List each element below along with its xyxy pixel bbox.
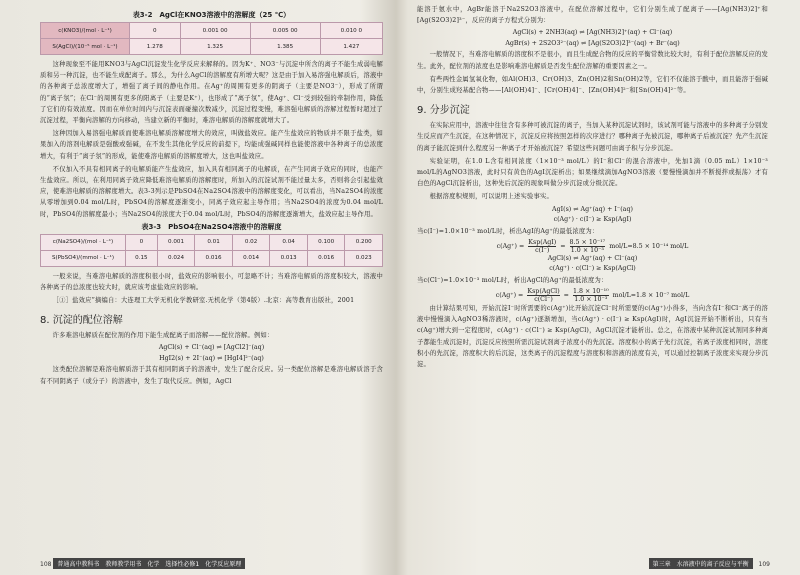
table-row [41,234,383,250]
paragraph: 由计算结果可知，开始沉淀I⁻时所需要的c(Ag⁺)比开始沉淀Cl⁻时所需要的c(Ag⁺)小得多，当向含有I⁻和Cl⁻离子的溶液中慢慢滴入AgNO3稀溶液时，c(Ag⁺)逐渐增加，当c(Ag⁺) · c(I⁻) ≥ Ksp(AgI)时，AgI沉淀开始不断析出，只有当c(Ag⁺)增大到一定程度时，c(Ag⁺) · c(Cl⁻) ≥ Ksp(AgCl)，AgCl沉淀才能析出。总之，在溶液中某种沉淀试剂同多种离子都能生成沉淀时，沉淀反应按照所需沉淀试剂离子浓度小的先沉淀。溶度积小的离子先行沉淀，若离子浓度相同时，溶度积小的先沉淀，溶度积大的后沉淀，这类离子的沉淀程度与溶度积和溶液的浓度有关，可以通过控制离子浓度来实现分步沉淀。 [417,305,768,369]
paragraph: 有些两性金属氢氧化物，如Al(OH)3、Cr(OH)3、Zn(OH)2和Sn(OH)2等，它们不仅能溶于酸中，而且能溶于强碱中，分别生成羟基配合物——[Al(OH)4]⁻、[Cr(OH)4]⁻、[Zn(OH)4]²⁻和[Sn(OH)4]²⁻等。 [417,75,768,95]
table-cell: 0.010 0 [320,23,382,39]
book-title: 普通高中教科书 教师教学用书 化学 选择性必修1 化学反应原理 [53,558,245,569]
equation: HgI2(s) + 2I⁻(aq) ⇌ [HgI4]²⁻(aq) [159,354,264,362]
numerator: Ksp(AgI) [528,238,557,246]
numerator: 8.5 × 10⁻¹⁷ [569,238,606,246]
table-row-label: c(Na2SO4)/(mol · L⁻¹) [41,234,126,250]
citation: ［①］盐效应”摘编自：大连理工大学无机化学教研室.无机化学（第4版）.北京：高等教育出版社，2001 [52,297,355,305]
table-row-label: S(PbSO4)/(mmol · L⁻¹) [41,250,126,266]
equation-result: mol/L=1.8 × 10⁻⁷ mol/L [612,292,690,300]
table-cell: 1.427 [320,39,382,55]
table-row-label: c(KNO3)/(mol · L⁻¹) [41,23,130,39]
table-cell: 0.024 [157,250,195,266]
equation: AgCl(s) + Cl⁻(aq) ⇌ [AgCl2]⁻(aq) [158,344,265,352]
table-cell: 0.001 [157,234,195,250]
fraction [570,239,606,254]
table-cell: 0.005 00 [250,23,320,39]
table-cell: 0 [130,23,181,39]
table-cell: 0.01 [195,234,233,250]
table-cell: 1.278 [130,39,181,55]
denominator: c(Cl⁻) [534,296,553,304]
table-cell: 0.15 [126,250,158,266]
section-title: 8. 沉淀的配位溶解 [40,315,123,327]
table-cell: 0.016 [307,250,345,266]
page-number: 109 [758,561,770,568]
paragraph: 能溶于氨水中，AgBr能溶于Na2S2O3溶液中，在配位溶解过程中，它们分别生成了配离子——[Ag(NH3)2]⁺和[Ag(S2O3)2]³⁻，反应的离子方程式分别为： [417,6,768,25]
agcl-solubility-table [40,22,383,55]
table-cell: 1.325 [180,39,250,55]
denominator: c(I⁻) [535,246,550,254]
right-page [403,0,800,575]
table-cell: 0.100 [307,234,345,250]
fraction [527,288,559,303]
fraction-equation [417,239,768,254]
section-title: 9. 分步沉淀 [417,105,470,117]
table-caption: 表3-3 PbSO4在Na2SO4溶液中的溶解度 [141,222,282,231]
table-cell: 0.023 [345,250,383,266]
chapter-title: 第三章 水溶液中的离子反应与平衡 [649,558,753,569]
paragraph: 一般情况下，当难溶电解质的溶度积不是很小，而且生成配合物的反应的平衡常数比较大时，有利于配位溶解反应的发生。此外，配位剂的浓度也是影响难溶电解质是否发生配位溶解的重要因素之一。 [417,51,768,70]
paragraph: 当c(I⁻)=1.0×10⁻³ mol/L时，析出AgI的Ag⁺的最低浓度为： [417,227,599,235]
paragraph: 这种现象至不能用KNO3与AgCl沉淀发生化学反应来解释的。因为K⁺、NO3⁻与沉淀中所含的离子不能生成弱电解质和另一种沉淀，也不能生成配离子。那么，为什么AgCl的溶解度有所增大呢？这是由于加入易溶强电解质后，溶液中的各种离子总浓度增大了，增强了离子间的静电作用。在Ag⁺的周围有更多的阴离子（主要是NO3⁻），形成了所谓的“离子氛”；在Cl⁻的周围有更多的阳离子（主要是K⁺），也形成了“离子氛”，使Ag⁺、Cl⁻受到较强的牵制作用，降低了它们的有效浓度。因而在单位时间内与沉淀表面碰撞次数减少，沉淀过程变慢，难溶强电解质的溶解过程暂时超过了沉淀过程，平衡向溶解的方向移动，当建立新的平衡时，难溶电解质的溶解度就增大了。 [40,61,383,125]
paragraph: 许多难溶电解质在配位剂的作用下能生成配离子而溶解——配位溶解。例如： [52,332,274,340]
table-cell: 1.385 [250,39,320,55]
paragraph: 实验证明，在1.0 L含有相同浓度（1×10⁻³ mol/L）的I⁻和Cl⁻的混合溶液中，先加1滴（0.05 mL）1×10⁻³ mol/L的AgNO3溶液，此时只有黄色的AgI沉淀析出；如果继续滴加AgNO3溶液（要慢慢滴加并不断搅拌或振荡）才有白色的AgCl沉淀析出，这种先后沉淀的现象叫做分步沉淀或分级沉淀。 [417,157,768,188]
table-cell: 0 [126,234,158,250]
denominator: 1.0 × 10⁻³ [570,246,604,254]
table-row-label: S(AgCl)/(10⁻⁵ mol · L⁻¹) [41,39,130,55]
equation: AgCl(s) + 2NH3(aq) ⇌ [Ag(NH3)2]⁺(aq) + Cl⁻(aq) [512,29,673,37]
equation: c(Ag⁺) · c(Cl⁻) ≥ Ksp(AgCl) [549,265,636,273]
paragraph: 根据溶度积规则，可以说明上述实验事实。 [429,193,554,201]
table-cell: 0.013 [270,250,308,266]
fraction [528,239,556,254]
paragraph: 这种因加入易溶强电解质而使难溶电解质溶解度增大的效应，叫做盐效应。能产生盐效应的物质并不限于盐类，如果加入的溶剂电解质是强酸或强碱，在不发生其他化学反应的前提下，均能成强碱同样也能使溶液中各种离子的总浓度增大，有利于“离子氛”的形成，能使难溶电解质的溶解度增大，这也叫盐效应。 [40,130,383,160]
denominator: 1.0 × 10⁻³ [574,296,608,304]
equals-sign: = [560,242,566,250]
equation-lhs: c(Ag⁺) = [495,292,524,300]
equals-sign: = [563,292,569,300]
table-caption: 表3-2 AgCl在KNO3溶液中的溶解度（25 ℃） [132,11,291,19]
equation-lhs: c(Ag⁺) = [496,242,525,250]
table-cell: 0.001 00 [180,23,250,39]
paragraph: 不仅加入不具有相同离子的电解质能产生盐效应，加入具有相同离子的电解质，在产生同离子效应的同时，也能产生盐效应。所以，在利用同离子效应降低难溶电解质的溶解度时，所加入的沉淀试剂不能过量太多，否则将会引起盐效应，使难溶电解质的溶解度增大。表3-3列示是PbSO4在Na2SO4溶液中的溶解度变化，可以看出，当Na2SO4的浓度从零增加到0.04 mol/L时，PbSO4的溶解度逐渐变小，同离子效应起主导作用；当Na2SO4的浓度为0.04 mol/L时，PbSO4的溶解度最小；当Na2SO4的浓度大于0.04 mol/L时，PbSO4的溶解度逐渐增大，盐效应起主导作用。 [40,165,383,218]
equation: c(Ag⁺) · c(I⁻) ≥ Ksp(AgI) [553,216,632,224]
left-page [0,0,393,575]
table-cell: 0.016 [195,250,233,266]
numerator: Ksp(AgCl) [527,288,560,296]
equation-result: mol/L=8.5 × 10⁻¹⁴ mol/L [609,242,689,250]
paragraph: 在实际应用中，溶液中往往含有多种可被沉淀的离子，当加入某种沉淀试剂时，该试剂可能与溶液中的多种离子分别发生反应而产生沉淀，在这种情况下，沉淀反应将按照怎样的次序进行？哪种离子先被沉淀，哪种离子后被沉淀？先产生沉淀的离子能沉淀到什么程度另一种离子才开始被沉淀？希望这些问题可由离子积与分步沉淀。 [417,122,768,152]
table-cell: 0.04 [270,234,308,250]
equation: AgI(s) ⇌ Ag⁺(aq) + I⁻(aq) [552,205,633,213]
table-cell: 0.014 [232,250,270,266]
numerator: 1.8 × 10⁻¹⁰ [572,288,609,296]
paragraph: 这类配位溶解是难溶电解质溶于其有相同阴离子的溶液中，发生了配合反应。另一类配位溶解是难溶电解质溶于含有不同阴离子（或分子）的溶液中，发生了取代反应。例如，AgCl [40,366,383,385]
table-row [41,39,383,55]
page-footer [649,558,770,569]
equation: AgBr(s) + 2S2O3²⁻(aq) ⇌ [Ag(S2O3)2]³⁻(aq) + Br⁻(aq) [505,39,680,47]
table-row [41,250,383,266]
table-row [41,23,383,39]
fraction [573,288,609,303]
table-cell: 0.200 [345,234,383,250]
paragraph: 一般来说，当难溶电解质的溶度积很小时，盐效应的影响很小，可忽略不计；当难溶电解质的溶度积较大，溶液中各种离子的总浓度也较大时，就应该考虑盐效应的影响。 [40,272,383,292]
paragraph: 当c(Cl⁻)=1.0×10⁻³ mol/L时，析出AgCl的Ag⁺的最低浓度为： [417,276,608,284]
page-number: 108 [40,561,52,568]
page-footer [40,558,249,569]
pbso4-solubility-table [40,234,383,267]
equation: AgCl(s) ⇌ Ag⁺(aq) + Cl⁻(aq) [547,254,638,262]
table-cell: 0.02 [232,234,270,250]
fraction-equation [417,288,768,303]
